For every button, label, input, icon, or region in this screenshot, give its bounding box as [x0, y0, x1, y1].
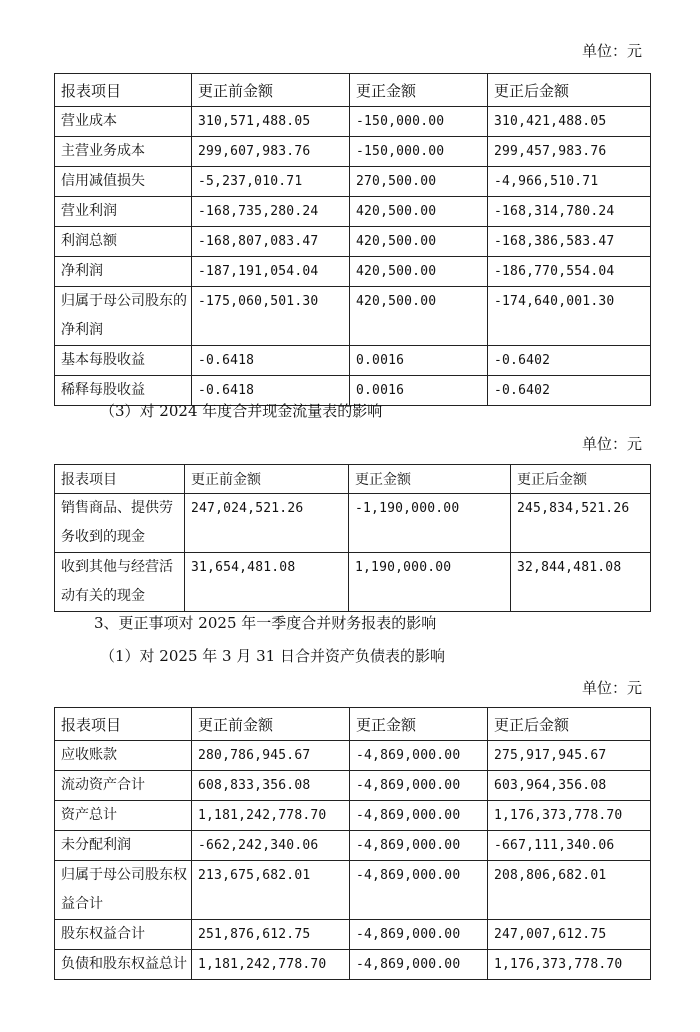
- table-row: [55, 197, 651, 227]
- row-item: 净利润: [55, 257, 192, 287]
- row-change: -4,869,000.00: [350, 801, 488, 831]
- row-item: 未分配利润: [55, 831, 192, 861]
- row-before: 1,181,242,778.70: [192, 950, 350, 980]
- table-row: [55, 107, 651, 137]
- row-item: 主营业务成本: [55, 137, 192, 167]
- row-before: 310,571,488.05: [192, 107, 350, 137]
- row-before: -187,191,054.04: [192, 257, 350, 287]
- header-change: 更正金额: [349, 465, 511, 494]
- row-after: 247,007,612.75: [488, 920, 651, 950]
- row-item: 利润总额: [55, 227, 192, 257]
- section-heading-balance-2025: （1）对 2025 年 3 月 31 日合并资产负债表的影响: [100, 647, 445, 665]
- table-row: [55, 950, 651, 980]
- row-item: 归属于母公司股东权益合计: [55, 861, 192, 920]
- row-after: -0.6402: [488, 376, 651, 406]
- cashflow-correction-table: [54, 464, 651, 612]
- row-change: 420,500.00: [350, 227, 488, 257]
- header-item: 报表项目: [55, 465, 185, 494]
- table-row: [55, 257, 651, 287]
- table-header-row: [55, 708, 651, 741]
- row-after: -168,386,583.47: [488, 227, 651, 257]
- header-before: 更正前金额: [185, 465, 349, 494]
- section-heading-cashflow-2024: （3）对 2024 年度合并现金流量表的影响: [100, 402, 383, 420]
- table-row: [55, 167, 651, 197]
- row-after: 1,176,373,778.70: [488, 950, 651, 980]
- row-after: 603,964,356.08: [488, 771, 651, 801]
- row-item: 收到其他与经营活动有关的现金: [55, 553, 185, 612]
- table-row: [55, 741, 651, 771]
- row-before: 299,607,983.76: [192, 137, 350, 167]
- unit-label: 单位：元: [581, 435, 642, 453]
- row-item: 负债和股东权益总计: [55, 950, 192, 980]
- row-change: 420,500.00: [350, 287, 488, 346]
- header-before: 更正前金额: [192, 708, 350, 741]
- row-item: 信用减值损失: [55, 167, 192, 197]
- row-after: -168,314,780.24: [488, 197, 651, 227]
- table-row: [55, 287, 651, 346]
- row-before: -662,242,340.06: [192, 831, 350, 861]
- row-before: 1,181,242,778.70: [192, 801, 350, 831]
- row-change: 0.0016: [350, 346, 488, 376]
- row-before: -168,807,083.47: [192, 227, 350, 257]
- row-change: -4,869,000.00: [350, 950, 488, 980]
- row-change: -4,869,000.00: [350, 831, 488, 861]
- row-item: 基本每股收益: [55, 346, 192, 376]
- row-after: 275,917,945.67: [488, 741, 651, 771]
- row-item: 应收账款: [55, 741, 192, 771]
- header-change: 更正金额: [350, 74, 488, 107]
- row-change: 420,500.00: [350, 257, 488, 287]
- header-before: 更正前金额: [192, 74, 350, 107]
- row-change: -4,869,000.00: [350, 861, 488, 920]
- row-item: 销售商品、提供劳务收到的现金: [55, 494, 185, 553]
- table-row: [55, 771, 651, 801]
- row-after: -667,111,340.06: [488, 831, 651, 861]
- header-after: 更正后金额: [511, 465, 651, 494]
- header-item: 报表项目: [55, 74, 192, 107]
- row-before: 608,833,356.08: [192, 771, 350, 801]
- table-row: [55, 831, 651, 861]
- row-change: -1,190,000.00: [349, 494, 511, 553]
- row-item: 营业成本: [55, 107, 192, 137]
- table-row: [55, 553, 651, 612]
- header-change: 更正金额: [350, 708, 488, 741]
- unit-label: 单位：元: [581, 679, 642, 697]
- table-row: [55, 346, 651, 376]
- row-before: -168,735,280.24: [192, 197, 350, 227]
- row-item: 归属于母公司股东的净利润: [55, 287, 192, 346]
- row-after: 32,844,481.08: [511, 553, 651, 612]
- section-heading-q1-2025: 3、更正事项对 2025 年一季度合并财务报表的影响: [94, 614, 437, 632]
- table-row: [55, 227, 651, 257]
- header-after: 更正后金额: [488, 708, 651, 741]
- row-change: -150,000.00: [350, 137, 488, 167]
- row-change: -150,000.00: [350, 107, 488, 137]
- row-change: 270,500.00: [350, 167, 488, 197]
- row-after: -174,640,001.30: [488, 287, 651, 346]
- row-after: 208,806,682.01: [488, 861, 651, 920]
- row-change: 420,500.00: [350, 197, 488, 227]
- row-change: 1,190,000.00: [349, 553, 511, 612]
- row-item: 股东权益合计: [55, 920, 192, 950]
- row-before: 213,675,682.01: [192, 861, 350, 920]
- unit-label: 单位：元: [581, 42, 642, 60]
- row-after: -0.6402: [488, 346, 651, 376]
- row-after: 310,421,488.05: [488, 107, 651, 137]
- row-item: 营业利润: [55, 197, 192, 227]
- row-item: 资产总计: [55, 801, 192, 831]
- row-change: -4,869,000.00: [350, 920, 488, 950]
- table-row: [55, 137, 651, 167]
- income-statement-correction-table: [54, 73, 651, 406]
- balance-sheet-correction-table: [54, 707, 651, 980]
- row-after: 1,176,373,778.70: [488, 801, 651, 831]
- row-before: -0.6418: [192, 376, 350, 406]
- row-after: 299,457,983.76: [488, 137, 651, 167]
- row-item: 稀释每股收益: [55, 376, 192, 406]
- row-before: -175,060,501.30: [192, 287, 350, 346]
- table-header-row: [55, 74, 651, 107]
- header-item: 报表项目: [55, 708, 192, 741]
- row-before: 247,024,521.26: [185, 494, 349, 553]
- table-header-row: [55, 465, 651, 494]
- table-row: [55, 920, 651, 950]
- row-change: -4,869,000.00: [350, 741, 488, 771]
- table-row: [55, 861, 651, 920]
- row-before: 280,786,945.67: [192, 741, 350, 771]
- header-after: 更正后金额: [488, 74, 651, 107]
- row-change: 0.0016: [350, 376, 488, 406]
- row-after: -4,966,510.71: [488, 167, 651, 197]
- row-after: 245,834,521.26: [511, 494, 651, 553]
- row-before: 251,876,612.75: [192, 920, 350, 950]
- row-change: -4,869,000.00: [350, 771, 488, 801]
- row-after: -186,770,554.04: [488, 257, 651, 287]
- row-before: -0.6418: [192, 346, 350, 376]
- table-row: [55, 801, 651, 831]
- row-before: -5,237,010.71: [192, 167, 350, 197]
- row-before: 31,654,481.08: [185, 553, 349, 612]
- table-row: [55, 494, 651, 553]
- row-item: 流动资产合计: [55, 771, 192, 801]
